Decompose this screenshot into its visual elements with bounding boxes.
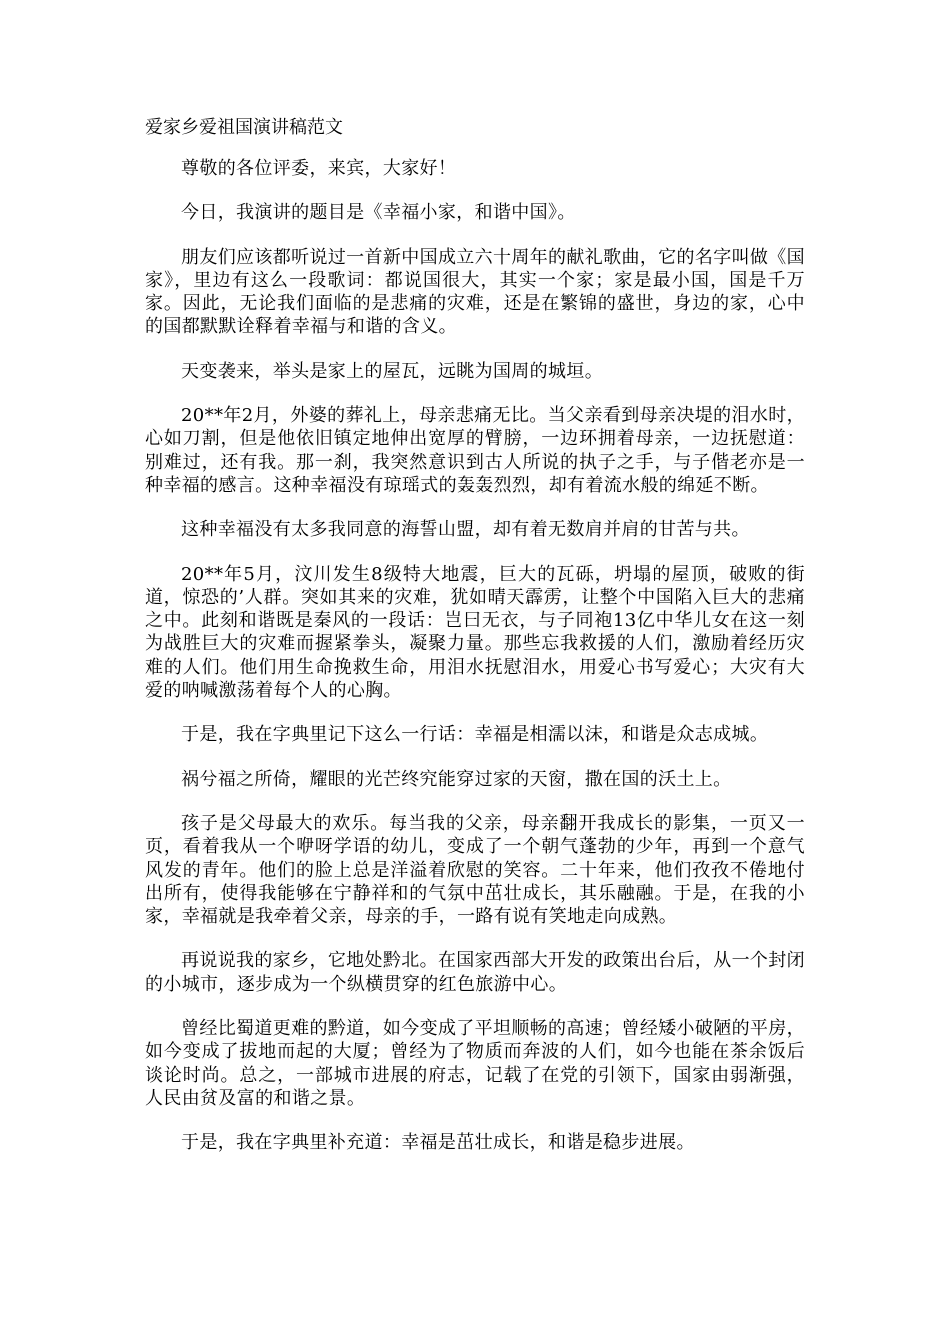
paragraph-dictionary-2: 于是，我在字典里补充道：幸福是茁壮成长，和谐是稳步进展。 — [181, 1132, 695, 1154]
paragraph-earthquake: 20**年5月，汶川发生8级特大地震，巨大的瓦砾，坍塌的屋顶，破败的街道，惊恐的’人群。突如其来的灾难，犹如晴天霹雳，让整个中国陷入巨大的悲痛之中。此刻和谐既是秦风的一段话：岂曰无衣，与子同袍13亿中华儿女在这一刻为战胜巨大的灾难而握紧拳头，凝聚力量。那些忘我救援的人们，激励着经历灾难的人们。他们用生命挽救生命，用泪水抚慰泪水，用爱心书写爱心；大灾有大爱的呐喊激荡着每个人的心胸。 — [145, 563, 805, 702]
paragraph-song: 朋友们应该都听说过一首新中国成立六十周年的献礼歌曲，它的名字叫做《国家》，里边有这么一段歌词：都说国很大，其实一个家；家是最小国，国是千万家。因此，无论我们面临的是悲痛的灾难，还是在繁锦的盛世，身边的家，心中的国都默默诠释着幸福与和谐的含义。 — [145, 246, 805, 338]
paragraph-parents: 孩子是父母最大的欢乐。每当我的父亲，母亲翻开我成长的影集，一页又一页，看着我从一个咿呀学语的幼儿，变成了一个朝气蓬勃的少年，再到一个意气风发的青年。他们的脸上总是洋溢着欣慰的笑容。二十年来，他们孜孜不倦地付出所有，使得我能够在宁静祥和的气氛中茁壮成长，其乐融融。于是，在我的小家，幸福就是我牵着父亲，母亲的手，一路有说有笑地走向成熟。 — [145, 812, 805, 928]
paragraph-roof-tiles: 天变袭来，举头是家上的屋瓦，远眺为国周的城垣。 — [181, 360, 604, 382]
paragraph-topic: 今日，我演讲的题目是《幸福小家，和谐中国》。 — [181, 202, 576, 224]
paragraph-hometown: 再说说我的家乡，它地处黔北。在国家西部大开发的政策出台后，从一个封闭的小城市，逐步成为一个纵横贯穿的红色旅游中心。 — [145, 950, 805, 995]
paragraph-greeting: 尊敬的各位评委，来宾，大家好！ — [181, 158, 457, 179]
paragraph-oath: 这种幸福没有太多我同意的海誓山盟，却有着无数肩并肩的甘苦与共。 — [181, 519, 750, 541]
paragraph-funeral: 20**年2月，外婆的葬礼上，母亲悲痛无比。当父亲看到母亲决堤的泪水时，心如刀割，但是他依旧镇定地伸出宽厚的臂膀，一边环拥着母亲，一边抚慰道：别难过，还有我。那一刹，我突然意识到古人所说的执子之手，与子偕老亦是一种幸福的感言。这种幸福没有琼瑶式的轰轰烈烈，却有着流水般的绵延不断。 — [145, 405, 805, 496]
document-body — [145, 113, 805, 1176]
paragraph-development: 曾经比蜀道更难的黔道，如今变成了平坦顺畅的高速；曾经矮小破陋的平房，如今变成了拔地而起的大厦；曾经为了物质而奔波的人们，如今也能在茶余饭后谈论时尚。总之，一部城市进展的府志，记载了在党的引领下，国家由弱渐强，人民由贫及富的和谐之景。 — [145, 1018, 805, 1109]
document-title: 爱家乡爱祖国演讲稿范文 — [145, 117, 343, 138]
paragraph-dictionary-1: 于是，我在字典里记下这么一行话：幸福是相濡以沫，和谐是众志成城。 — [181, 724, 769, 746]
paragraph-fortune: 祸兮福之所倚，耀眼的光芒终究能穿过家的天窗，撒在国的沃土上。 — [181, 768, 732, 790]
